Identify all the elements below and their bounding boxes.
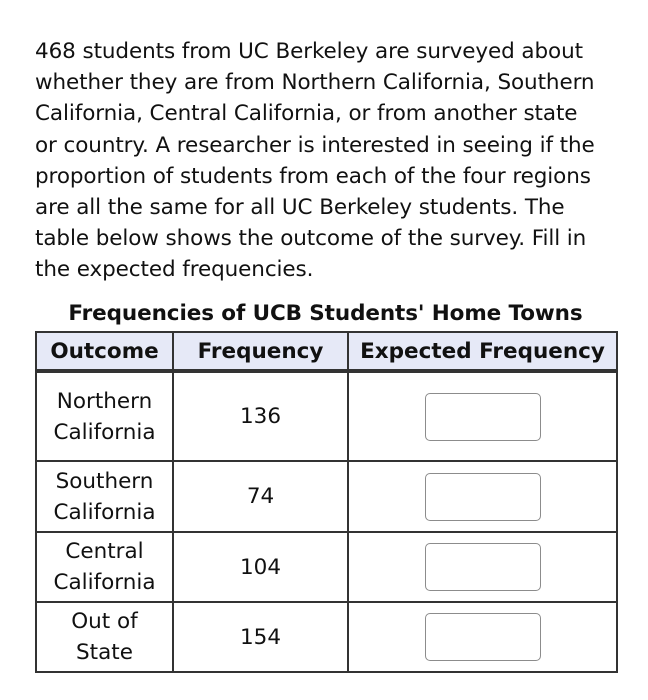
table-header-row xyxy=(36,332,617,371)
outcome-label: California xyxy=(53,570,156,595)
question-line: 468 students from UC Berkeley are surveyed about xyxy=(35,39,583,64)
outcome-label: Out of xyxy=(71,609,138,634)
column-header-outcome: Outcome xyxy=(36,332,173,371)
table-row xyxy=(36,371,617,461)
outcome-label: California xyxy=(53,419,156,445)
column-header-frequency: Frequency xyxy=(173,332,348,371)
question-line: proportion of students from each of the four regions xyxy=(35,163,591,189)
question-line: California, Central California, or from another state xyxy=(35,101,578,127)
column-header-expected-frequency: Expected Frequency xyxy=(348,332,617,371)
outcome-cell xyxy=(36,602,173,672)
outcome-label: Northern xyxy=(56,388,153,414)
outcome-cell xyxy=(36,461,173,532)
outcome-cell xyxy=(36,371,173,461)
expected-frequency-cell xyxy=(348,371,617,461)
frequency-cell: 104 xyxy=(173,532,348,602)
outcome-label: Central xyxy=(65,539,144,564)
outcome-label: Southern xyxy=(55,468,154,494)
expected-frequency-cell xyxy=(348,461,617,532)
question-line: whether they are from Northern California, Southern xyxy=(35,70,595,96)
question-line: or country. A researcher is interested in seeing if the xyxy=(35,132,595,158)
table-row xyxy=(36,532,617,602)
question-line: the expected frequencies. xyxy=(35,257,314,283)
outcome-cell xyxy=(36,532,173,602)
frequency-cell: 136 xyxy=(173,371,348,461)
frequency-cell: 154 xyxy=(173,602,348,672)
expected-frequency-cell xyxy=(348,602,617,672)
expected-frequency-cell xyxy=(348,532,617,602)
frequency-cell: 74 xyxy=(173,461,348,532)
question-line: are all the same for all UC Berkeley students. The xyxy=(35,195,565,221)
outcome-label: California xyxy=(53,499,156,525)
expected-frequency-input-southern-california[interactable] xyxy=(425,473,541,521)
expected-frequency-input-northern-california[interactable] xyxy=(425,393,541,441)
table-title: Frequencies of UCB Students' Home Towns xyxy=(68,301,583,326)
table-row xyxy=(36,461,617,532)
expected-frequency-input-central-california[interactable] xyxy=(425,543,541,591)
table-row xyxy=(36,602,617,672)
question-line: table below shows the outcome of the survey. Fill in xyxy=(35,226,587,252)
outcome-label: State xyxy=(76,640,133,665)
expected-frequency-input-out-of-state[interactable] xyxy=(425,613,541,661)
question-text xyxy=(35,36,635,286)
frequency-table xyxy=(35,331,618,673)
